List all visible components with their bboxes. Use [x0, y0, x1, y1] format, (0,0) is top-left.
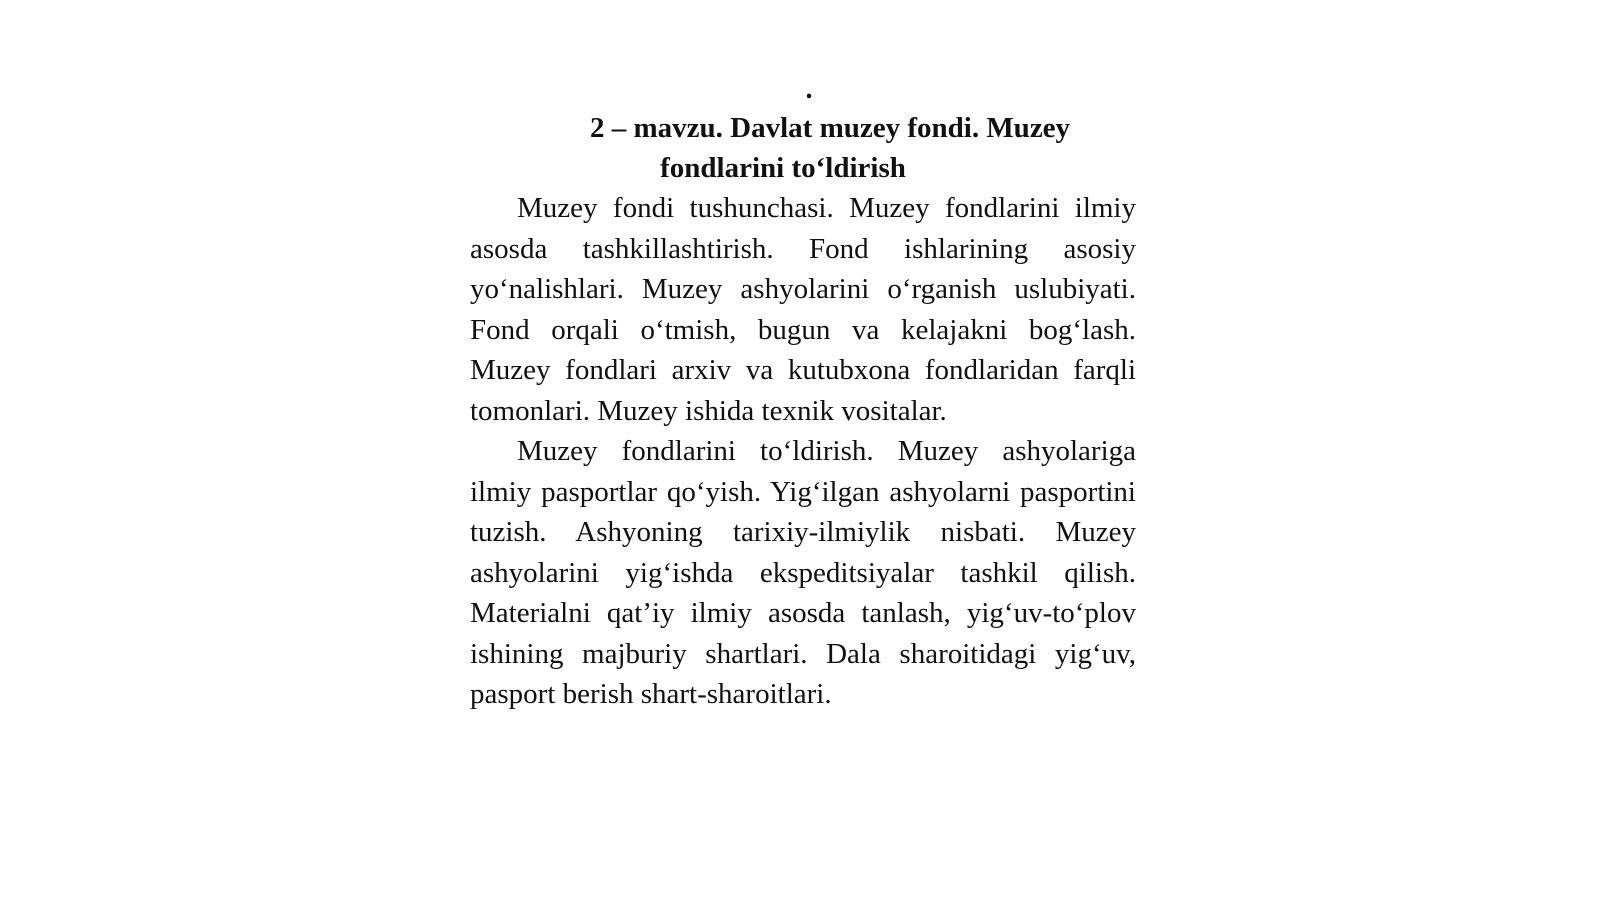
- paragraph-1: Muzey fondi tushunchasi. Muzey fondlarini ilmiy asosda tashkillashtirish. Fond ishlarining asosiy yo‘nalishlari. Muzey ashyolarini o‘rganish uslubiyati. Fond orqali o‘tmish, bugun va kelajakni bog‘lash. Muzey fondlari arxiv va kutubxona fondlaridan farqli tomonlari. Muzey ishida texnik vositalar.: [470, 192, 1136, 427]
- header-dot: .: [805, 74, 813, 105]
- document-title: [470, 108, 1136, 188]
- title-line-2: fondlarini to‘ldirish: [660, 152, 906, 184]
- paragraph-2: Muzey fondlarini to‘ldirish. Muzey ashyolariga ilmiy pasportlar qo‘yish. Yig‘ilgan ashyolarni pasportini tuzish. Ashyoning tarixiy-ilmiylik nisbati. Muzey ashyolarini yig‘ishda ekspeditsiyalar tashkil qilish. Materialni qat’iy ilmiy asosda tanlash, yig‘uv-to‘plov ishining majburiy shartlari. Dala sharoitidagi yig‘uv, pasport berish shart-sharoitlari.: [470, 435, 1136, 710]
- document-page: [470, 74, 1136, 715]
- title-line-1: 2 – mavzu. Davlat muzey fondi. Muzey: [590, 112, 1071, 144]
